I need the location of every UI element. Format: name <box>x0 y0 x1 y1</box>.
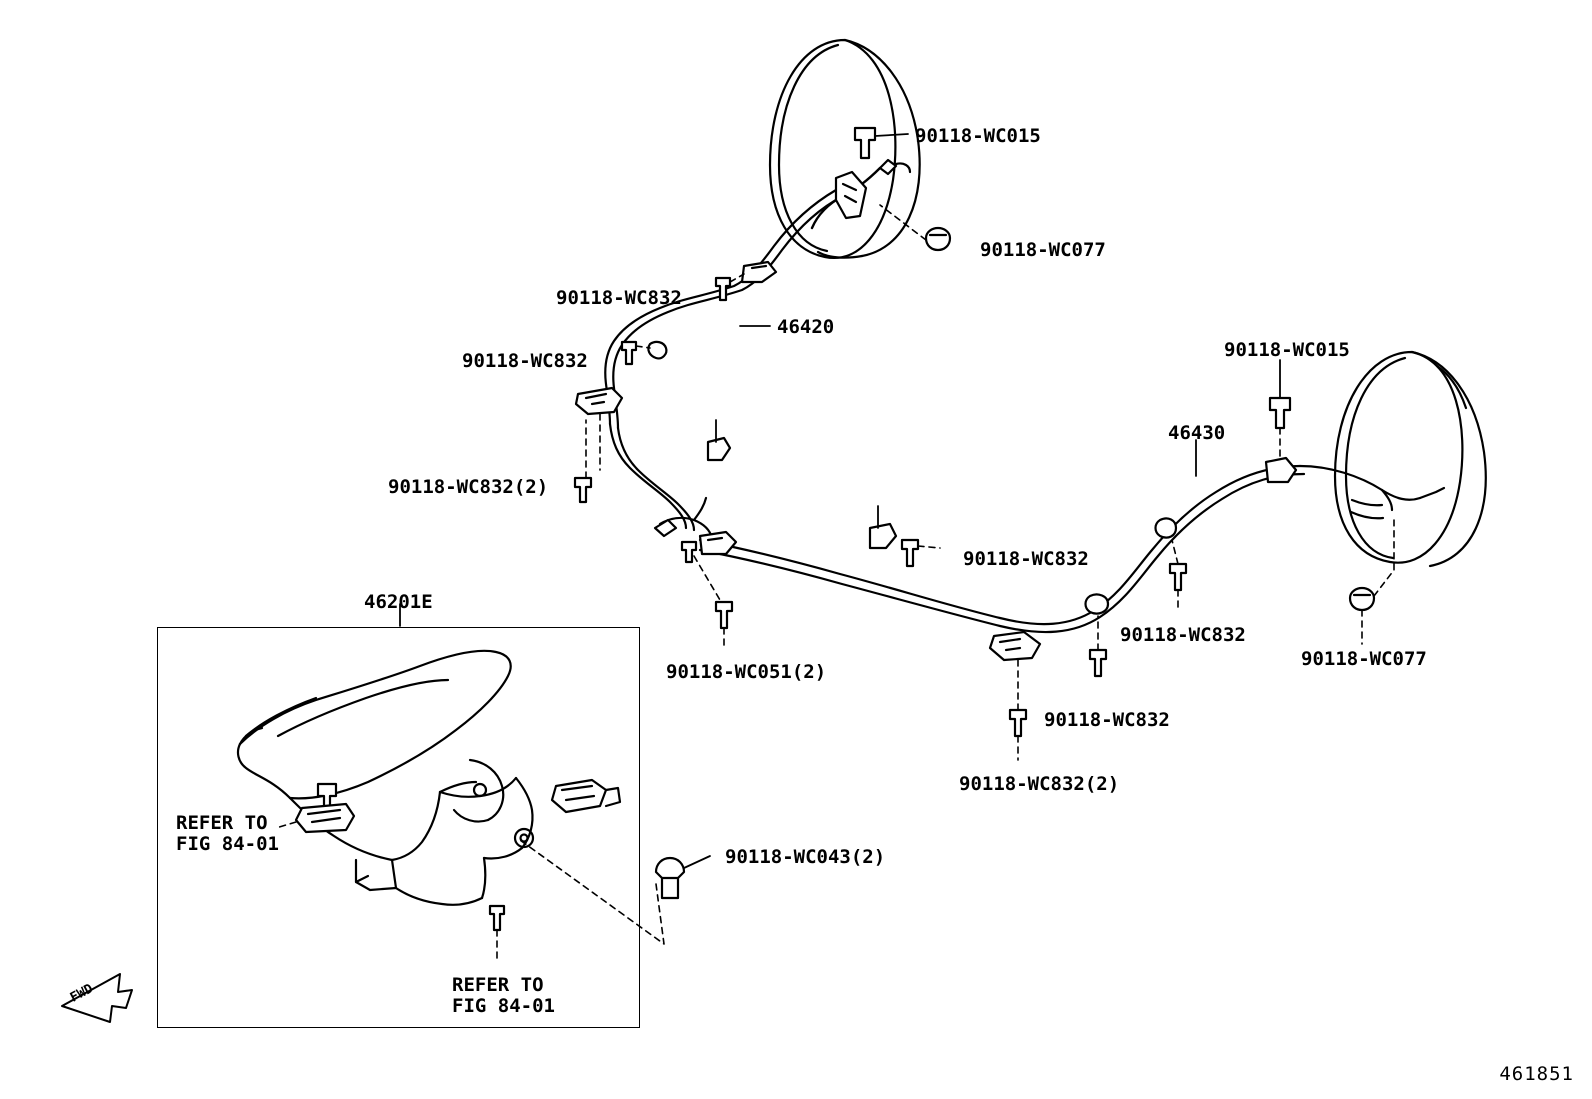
fwd-label: FWD <box>67 981 96 1006</box>
part-label-46201e: 46201E <box>364 591 433 613</box>
cable-junction-left <box>655 498 712 538</box>
part-label-90118-wc832-c: 90118-WC832 <box>963 548 1089 570</box>
part-label-90118-wc077-a: 90118-WC077 <box>980 239 1106 261</box>
nut-wc077-b <box>1350 588 1374 610</box>
figure-number: 461851 <box>1499 1063 1574 1085</box>
bolt-wc051-a <box>682 542 696 562</box>
reference-note-2-line1: REFER TO <box>452 974 544 996</box>
reference-note-2-line2: FIG 84-01 <box>452 995 555 1017</box>
part-label-90118-wc832-d: 90118-WC832 <box>1120 624 1246 646</box>
part-label-90118-wc015-a: 90118-WC015 <box>915 125 1041 147</box>
bracket-right-lower <box>990 632 1040 660</box>
nut-wc077-a <box>926 228 950 250</box>
part-label-90118-wc832-a: 90118-WC832 <box>556 287 682 309</box>
bolt-wc832-2-left <box>575 478 591 502</box>
part-label-46430: 46430 <box>1168 422 1226 444</box>
bracket-mid-right <box>870 506 896 548</box>
bolt-wc015-a <box>855 128 875 158</box>
bolt-wc832-c <box>1170 564 1186 590</box>
brake-drum-right <box>1335 352 1486 566</box>
bracket-upper-1 <box>742 262 776 282</box>
bracket-right-drum <box>1266 458 1296 482</box>
bolt-wc832-2-right <box>1010 710 1026 736</box>
clip-wc832-d <box>1086 594 1109 613</box>
reference-note-1-line1: REFER TO <box>176 812 268 834</box>
bracket-wc051 <box>700 532 736 554</box>
bolt-wc832-d <box>1090 650 1106 676</box>
bolt-wc051-b <box>716 602 732 628</box>
reference-note-1-line2: FIG 84-01 <box>176 833 279 855</box>
bracket-mid-1 <box>708 420 730 460</box>
part-label-90118-wc832-2-left: 90118-WC832(2) <box>388 476 549 498</box>
bracket-left-plate <box>576 388 622 414</box>
part-label-90118-wc051-2: 90118-WC051(2) <box>666 661 827 683</box>
part-label-90118-wc043-2: 90118-WC043(2) <box>725 846 886 868</box>
bolt-wc832-e <box>902 540 918 566</box>
clip-wc832-c <box>1156 518 1177 537</box>
bolt-wc832-b <box>622 342 636 364</box>
part-label-90118-wc015-b: 90118-WC015 <box>1224 339 1350 361</box>
bolt-wc043 <box>656 858 684 898</box>
clip-wc832-b <box>648 342 666 358</box>
bolt-wc015-b <box>1270 398 1290 428</box>
bracket-upper-drum <box>836 172 866 218</box>
part-label-90118-wc832-2-right: 90118-WC832(2) <box>959 773 1120 795</box>
part-label-90118-wc077-b: 90118-WC077 <box>1301 648 1427 670</box>
part-label-90118-wc832-e: 90118-WC832 <box>1044 709 1170 731</box>
part-label-46420: 46420 <box>777 316 835 338</box>
part-label-90118-wc832-b: 90118-WC832 <box>462 350 588 372</box>
